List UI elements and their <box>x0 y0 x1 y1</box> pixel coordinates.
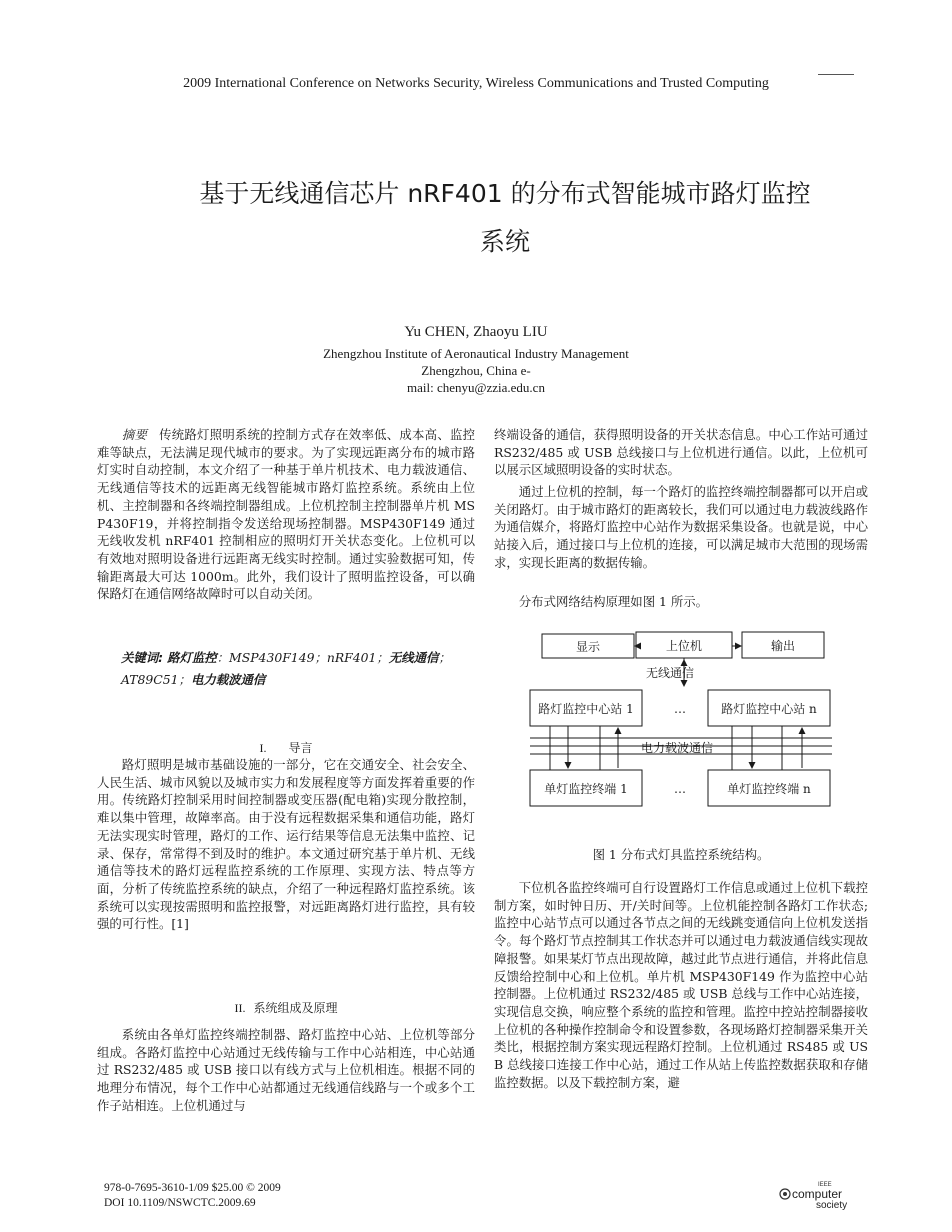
footer <box>104 1181 281 1211</box>
title-line-2: 系统 <box>479 227 530 256</box>
logo-society-text: society <box>816 1200 848 1210</box>
section-1-number: I. <box>259 741 267 755</box>
figure-1-caption: 图 1 分布式灯具监控系统结构。 <box>592 847 770 862</box>
section-2-heading <box>97 999 475 1016</box>
header-rule <box>818 74 854 75</box>
keyword: 电力载波通信 <box>190 672 266 687</box>
host-label: 上位机 <box>665 639 703 653</box>
abstract <box>97 426 475 603</box>
keyword: 路灯监控 <box>167 650 217 665</box>
email: mail: chenyu@zzia.edu.cn <box>407 380 545 395</box>
location: Zhengzhou, China e- <box>421 363 531 378</box>
keyword: 无线通信 <box>388 650 439 665</box>
terminal-1-label: 单灯监控终端 1 <box>544 782 628 796</box>
author-affiliation <box>0 345 952 396</box>
conference-header: 2009 International Conference on Networks Security, Wireless Communications and Trusted Computing <box>183 76 769 91</box>
author-names: Yu CHEN, Zhaoyu LIU <box>404 324 548 340</box>
footer-doi: DOI 10.1109/NSWCTC.2009.69 <box>104 1197 256 1209</box>
station-ellipsis: … <box>674 702 686 716</box>
section-2-number: II. <box>234 1001 246 1015</box>
section-1-title: 导言 <box>288 741 313 755</box>
keywords <box>97 647 475 691</box>
section-2-body-right-1: 终端设备的通信，获得照明设备的开关状态信息。中心工作站可通过 RS232/485 或 USB 总线接口与上位机进行通信。以此，上位机可以展示区域照明设备的实时状态。 <box>494 427 868 478</box>
section-1-heading <box>97 739 475 756</box>
logo-ieee-text: IEEE <box>818 1182 832 1188</box>
station-n-label: 路灯监控中心站 n <box>721 702 817 716</box>
terminal-n-label: 单灯监控终端 n <box>727 782 811 796</box>
keyword: ；AT89C51； <box>121 650 451 687</box>
section-2-title: 系统组成及原理 <box>253 1001 338 1015</box>
station-1-label: 路灯监控中心站 1 <box>538 702 634 716</box>
logo-mark <box>778 1178 862 1210</box>
keyword: ：MSP430F149；nRF401； <box>216 650 389 665</box>
abstract-label: 摘要 <box>121 427 148 442</box>
wireless-label: 无线通信 <box>645 666 695 680</box>
terminal-ellipsis: … <box>674 782 686 796</box>
logo-computer-text: computer <box>792 1187 843 1201</box>
ieee-computer-society-logo <box>778 1178 862 1215</box>
section-2-body-left: 系统由各单灯监控终端控制器、路灯监控中心站、上位机等部分组成。各路灯监控中心站通过无线传输与工作中心站相连，中心站通过 RS232/485 或 USB 接口以有线方式与上位机相连。根据不同的地理分布情况，每个工作中心站都通过无线通信线路与一个或多个工作子站相连。上位机通过与 <box>97 1027 475 1113</box>
section-1-body: 路灯照明是城市基础设施的一部分，它在交通安全、社会安全、人民生活、城市风貌以及城市实力和发展程度等方面发挥着重要的作用。传统路灯控制采用时间控制器或变压器(配电箱)实现分散控制，难以集中管理，故障率高。由于没有远程数据采集和通信功能，路灯无法实现实时管理，路灯的工作、运行结果等信息无法集中监控、记录、保存，常常得不到及时的维护。本文通过研究基于单片机、无线通信等技术的路灯远程监控系统的工作原理、实现方法、特点等方面，分析了传统监控系统的缺点，介绍了一种远程路灯监控系统。该系统可以实现按需照明和监控报警，对远距离路灯进行监控，具有较强的可行性。[1] <box>97 757 475 932</box>
footer-isbn: 978-0-7695-3610-1/09 $25.00 © 2009 <box>104 1182 281 1194</box>
section-2-body-right-4: 下位机各监控终端可自行设置路灯工作信息或通过上位机下载控制方案，如时钟日历、开/关时间等。上位机能控制各路灯工作状态;监控中心站节点可以通过各节点之间的无线跳变通信向上位机发送指令。每个路灯节点控制其工作状态并可以通过电力载波通信线实现故障报警。如果某灯节点出现故障，越过此节点进行通信，并将此信息反馈给控制中心和上位机。单片机 MSP430F149 作为监控中心站控制器。上位机通过 RS232/485 或 USB 总线与工作中心站连接，实现信息交换，响应整个系统的监控和管理。监控中控站控制器接收上位机的各种操作控制命令和设置参数，各现场路灯控制器采集开关类比，根据控制方案实现远程路灯控制。上位机通过 RS485 或 USB 总线接口连接工作中心站，通过工作从站上传监控数据获取和存储监控数据。以及下载控制方案，避 <box>494 880 868 1090</box>
powerline-label: 电力载波通信 <box>640 741 714 755</box>
figure-1-diagram <box>520 620 840 820</box>
output-label: 输出 <box>770 639 796 653</box>
display-label: 显示 <box>575 640 601 654</box>
title-line-1: 基于无线通信芯片 nRF401 的分布式智能城市路灯监控 <box>199 179 811 208</box>
institution: Zhengzhou Institute of Aeronautical Industry Management <box>323 346 629 361</box>
section-2-body-right-2: 通过上位机的控制，每一个路灯的监控终端控制器都可以开启或关闭路灯。由于城市路灯的距离较长，我们可以通过电力载波线路作为通信媒介，将路灯监控中心站作为数据采集设备。也就是说，中心站接入后，通过接口与上位机的连接，可以满足城市大范围的现场需求，实现长距离的数据传输。 <box>494 484 868 570</box>
abstract-text: 传统路灯照明系统的控制方式存在效率低、成本高、监控难等缺点，无法满足现代城市的要求。为了实现远距离分布的城市路灯实时自动控制，本文介绍了一种基于单片机技术、电力载波通信、无线通信等技术的远距离无线智能城市路灯监控系统。系统由上位机、主控制器和各终端控制器组成。上位机控制主控制器单片机 MSP430F19，并将控制指令发送给现场控制器。MSP430F149 通过无线收发机 nRF401 控制相应的照明灯开关状态变化。上位机可以有效地对照明设备进行远距离无线实时控制。通过实验数据可知，传输距离最大可达 1000m。此外，我们设计了照明监控设备，可以确保路灯在通信网络故障时可以自动关闭。 <box>97 427 476 602</box>
section-2-body-right-3: 分布式网络结构原理如图 1 所示。 <box>518 594 709 609</box>
keywords-label: 关键词: <box>121 650 164 665</box>
paper-title <box>150 170 860 266</box>
